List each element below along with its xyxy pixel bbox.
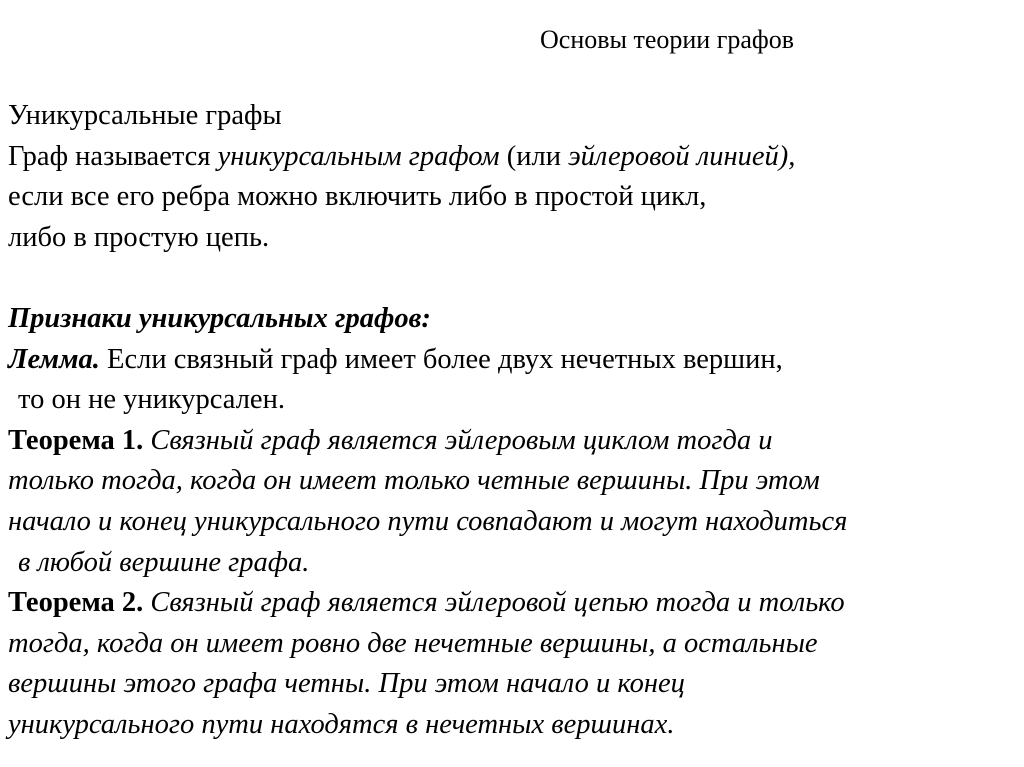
theorem1-label: Теорема 1.: [8, 424, 144, 456]
definition-line-2: если все его ребра можно включить либо в простой цикл,: [8, 181, 707, 213]
theorem2-line-2: тогда, когда он имеет ровно две нечетные вершины, а остальные: [8, 627, 818, 659]
lemma-label: Лемма.: [8, 343, 100, 375]
definition-text-1: Граф называется: [8, 140, 218, 172]
definition-line-1: [8, 137, 1020, 178]
theorem1-line-2: только тогда, когда он имеет только четные вершины. При этом: [8, 465, 820, 497]
blank-line: [8, 258, 1020, 299]
term-euler-line: эйлеровой линией),: [568, 140, 796, 172]
theorem1-text-1: Связный граф является эйлеровым циклом тогда и: [143, 424, 773, 456]
lemma-line-2: то он не уникурсален.: [18, 384, 285, 416]
lemma-line-1: [8, 340, 1020, 381]
lemma-text-1: Если связный граф имеет более двух нечетных вершин,: [99, 343, 783, 375]
theorem1-line-4: в любой вершине графа.: [18, 546, 310, 578]
theorem2-text-1: Связный граф является эйлеровой цепью тогда и только: [143, 587, 845, 619]
definition-text-2: (или: [499, 140, 569, 172]
section-heading: Уникурсальные графы: [8, 100, 282, 131]
slide-title: Основы теории графов: [540, 25, 795, 54]
theorem2-line-1: [8, 583, 1020, 624]
definition-line-3: либо в простую цепь.: [8, 221, 270, 253]
theorem2-line-3: вершины этого графа четны. При этом начало и конец: [8, 668, 685, 700]
theorem1-line-3: начало и конец уникурсального пути совпадают и могут находиться: [8, 505, 848, 537]
theorem1-line-1: [8, 421, 1020, 462]
term-unicursal-graph: уникурсальным графом: [217, 140, 500, 172]
theorem2-line-4: уникурсального пути находятся в нечетных вершинах.: [8, 708, 675, 740]
slide-body: [8, 96, 1020, 746]
theorem2-label: Теорема 2.: [8, 587, 144, 619]
signs-heading: Признаки уникурсальных графов:: [8, 302, 431, 334]
